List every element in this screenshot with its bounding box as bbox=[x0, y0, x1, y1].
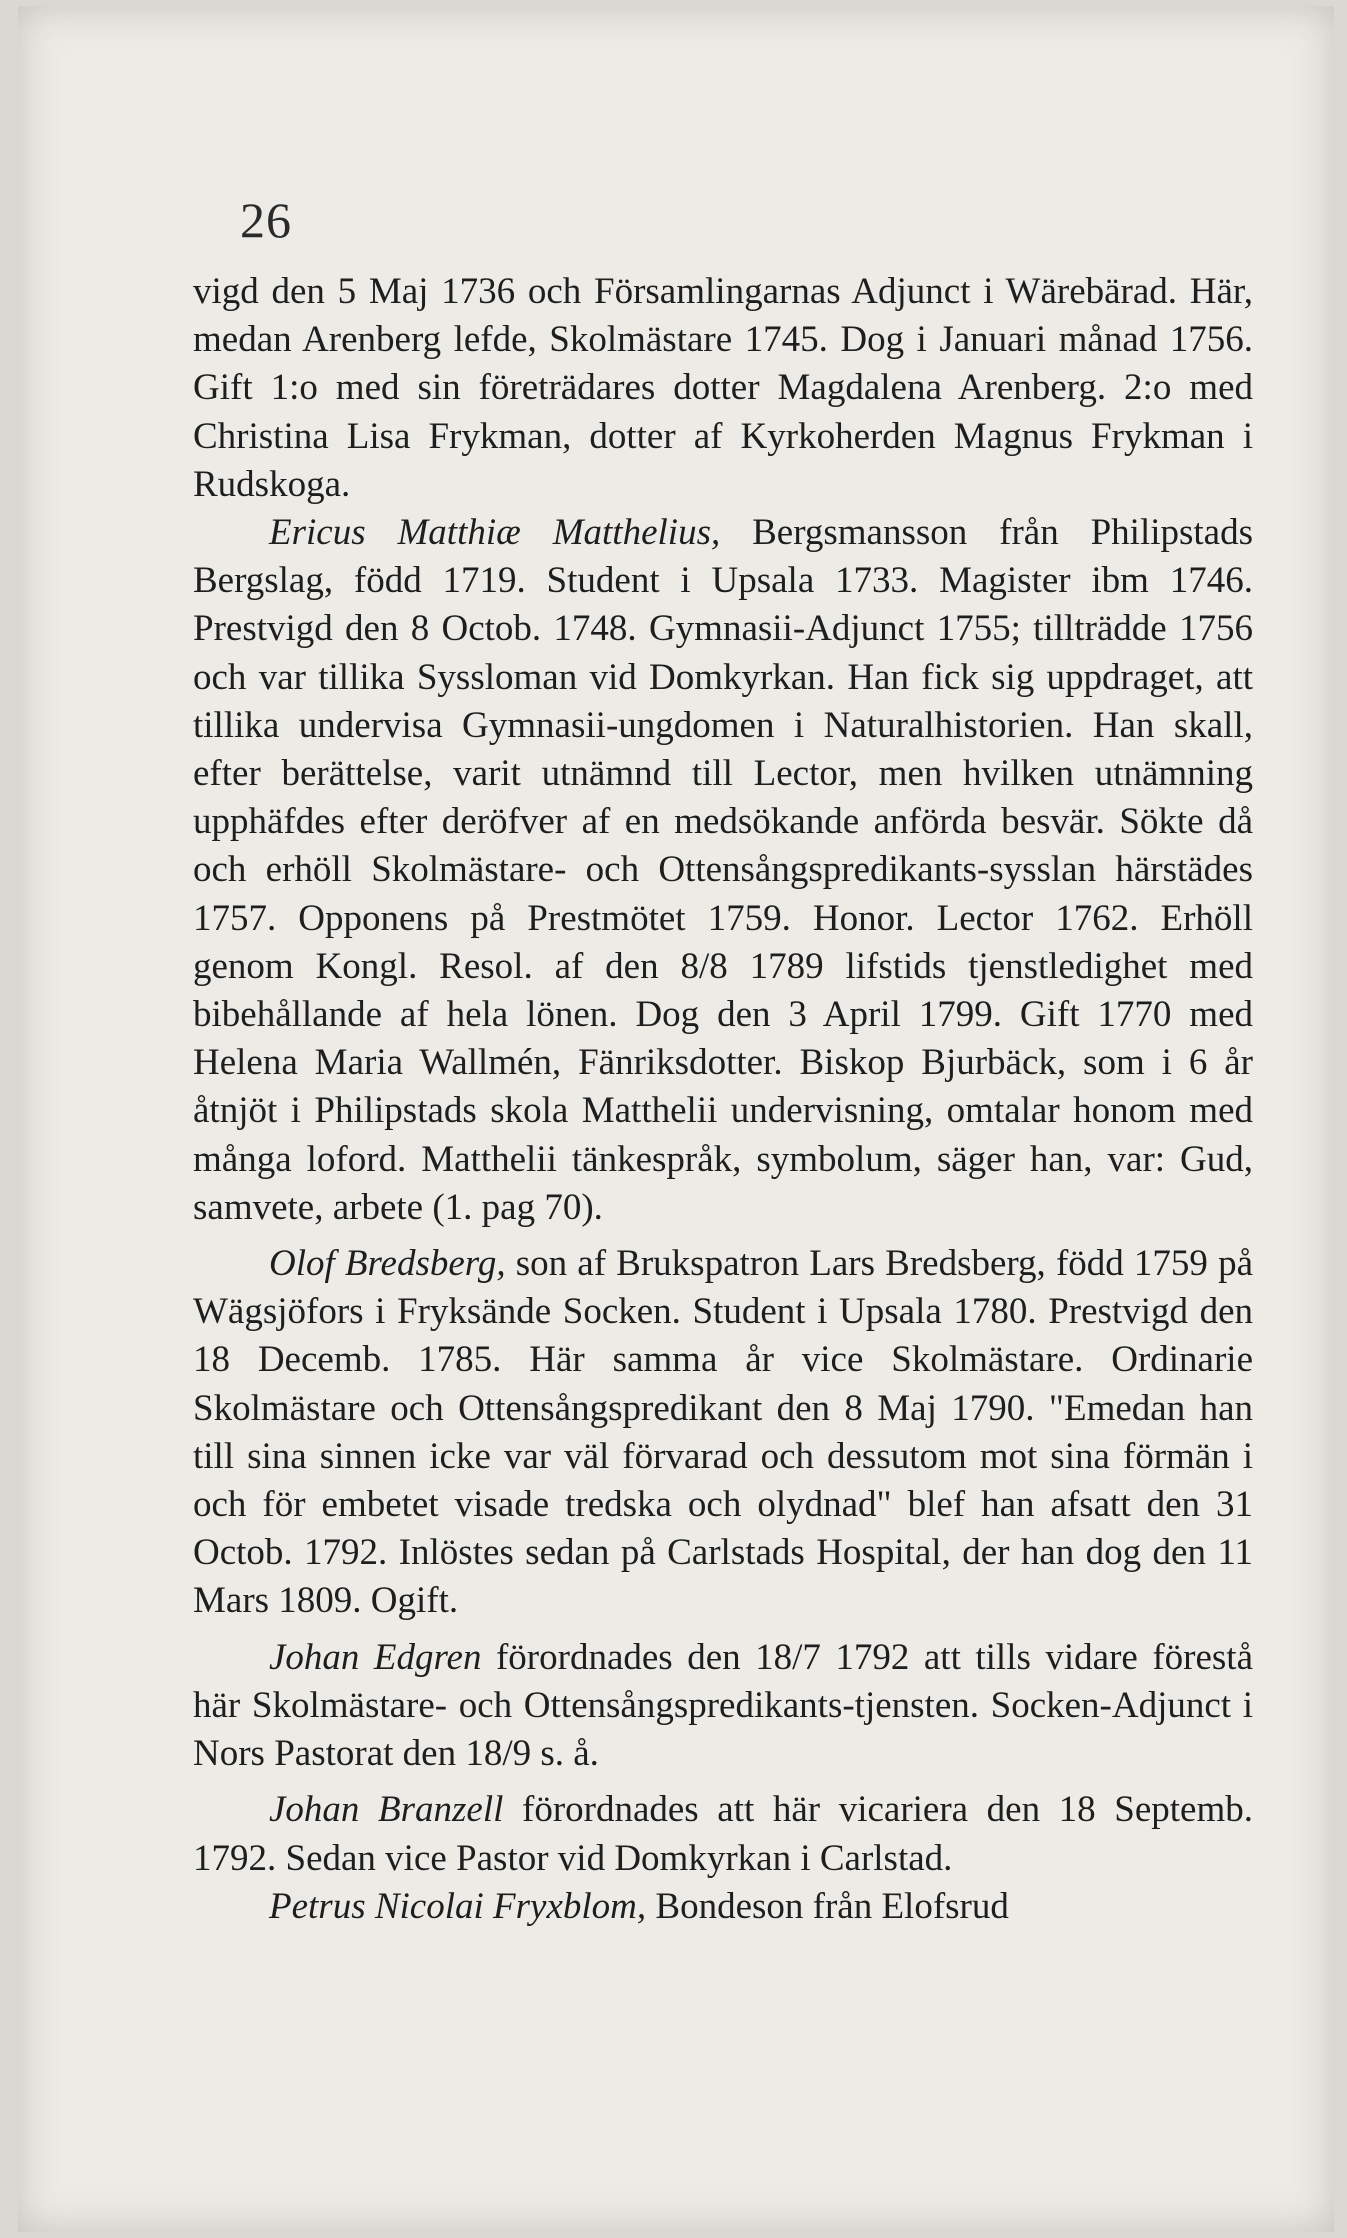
entry-name: Johan Branzell bbox=[269, 1789, 504, 1831]
entry-name: Johan Edgren bbox=[269, 1636, 482, 1678]
paragraph-continuation bbox=[193, 268, 1253, 509]
entry-name: Ericus Matthiæ Matthelius, bbox=[269, 512, 721, 554]
entry-name: Olof Bredsberg, bbox=[269, 1243, 506, 1285]
book-page bbox=[18, 6, 1334, 2232]
entry-text: son af Brukspatron Lars Bredsberg, född 1759 på Wägsjöfors i Fryksände Socken. Student i Upsala 1780. Prestvigd den 18 Decemb. 1785. Här samma år vice Skolmästare. Ordinarie Skolmästare och Ottensångspredikant den 8 Maj 1790. "Emedan han till sina sinnen icke var väl förvarad och dessutom mot sina förmän i och för embetet visade tredska och olydnad" blef han afsatt den 31 Octob. 1792. Inlöstes sedan på Carlstads Hospital, der han dog den 11 Mars 1809. Ogift. bbox=[193, 1243, 1253, 1622]
entry-fryxblom bbox=[193, 1883, 1253, 1931]
entry-text: förordnades den 18/7 1792 att tills vidare förestå här Skolmästare- och Ottensångspredikants-tjensten. Socken-Adjunct i Nors Pastorat den 18/9 s. å. bbox=[193, 1636, 1253, 1775]
paragraph-text: vigd den 5 Maj 1736 och Församlingarnas Adjunct i Wärebärad. Här, medan Arenberg lefde, Skolmästare 1745. Dog i Januari månad 1756. Gift 1:o med sin företrädares dotter Magdalena Arenberg. 2:o med Christina Lisa Frykman, dotter af Kyrkoherden Magnus Frykman i Rudskoga. bbox=[193, 271, 1253, 505]
entry-name: Petrus Nicolai Fryxblom, bbox=[269, 1885, 647, 1927]
entry-matthelius bbox=[193, 509, 1253, 1232]
page-number: 26 bbox=[240, 192, 292, 248]
entry-text: Bondeson från Elofsrud bbox=[646, 1885, 1009, 1927]
entry-bredsberg bbox=[193, 1240, 1253, 1626]
entry-branzell bbox=[193, 1786, 1253, 1882]
entry-text: förordnades att här vicariera den 18 Septemb. 1792. Sedan vice Pastor vid Domkyrkan i Carlstad. bbox=[193, 1789, 1254, 1879]
entry-text: Bergsmansson från Philipstads Bergslag, född 1719. Student i Upsala 1733. Magister ibm 1746. Prestvigd den 8 Octob. 1748. Gymnasii-Adjunct 1755; tillträdde 1756 och var tillika Syssloman vid Domkyrkan. Han fick sig uppdraget, att tillika undervisa Gymnasii-ungdomen i Naturalhistorien. Han skall, efter berättelse, varit utnämnd till Lector, men hvilken utnämning upphäfdes efter deröfver af en medsökande anförda besvär. Sökte då och erhöll Skolmästare- och Ottensångspredikants-sysslan härstädes 1757. Opponens på Prestmötet 1759. Honor. Lector 1762. Erhöll genom Kongl. Resol. af den 8/8 1789 lifstids tjenstledighet med bibehållande af hela lönen. Dog den 3 April 1799. Gift 1770 med Helena Maria Wallmén, Fänriksdotter. Biskop Bjurbäck, som i 6 år åtnjöt i Philipstads skola Matthelii undervisning, omtalar honom med många loford. Matthelii tänkespråk, symbolum, säger han, var: Gud, samvete, arbete (1. pag 70). bbox=[193, 512, 1253, 1228]
page-body bbox=[193, 268, 1253, 1931]
entry-edgren bbox=[193, 1634, 1253, 1779]
